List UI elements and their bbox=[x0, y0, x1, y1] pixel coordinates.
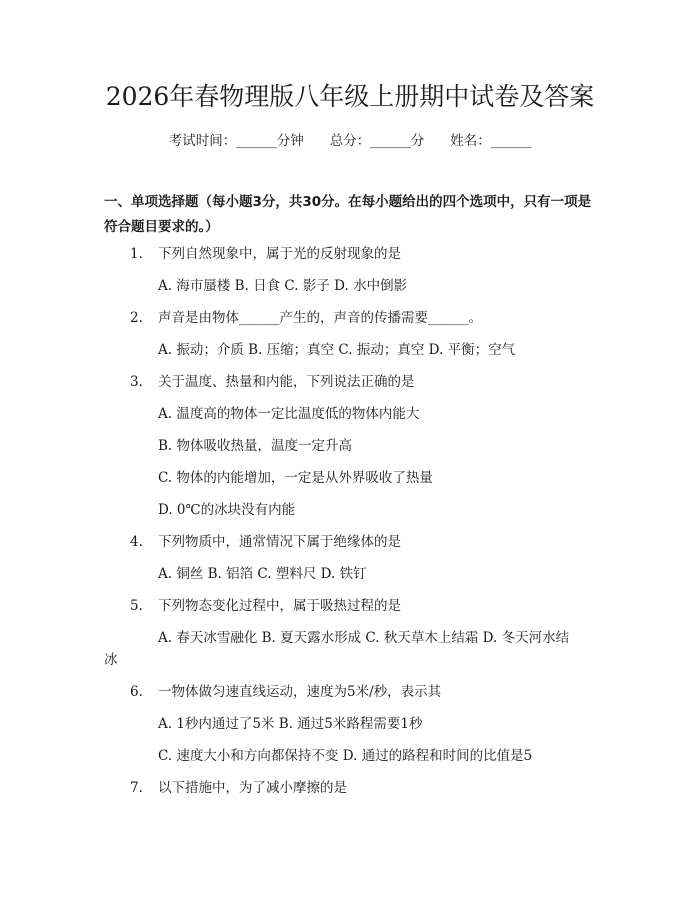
question-2-options: A. 振动；介质 B. 压缩；真空 C. 振动；真空 D. 平衡；空气 bbox=[158, 342, 516, 358]
exam-time-field: 考试时间：______分钟 bbox=[168, 133, 304, 149]
question-number: 6. bbox=[130, 684, 143, 700]
question-3-option-d: D. 0℃的冰块没有内能 bbox=[158, 502, 296, 518]
question-text: 声音是由物体______产生的，声音的传播需要______。 bbox=[158, 310, 482, 326]
question-number: 2. bbox=[130, 310, 143, 326]
question-text: 以下措施中，为了减小摩擦的是 bbox=[158, 780, 347, 796]
question-6-options-cd: C. 速度大小和方向都保持不变 D. 通过的路程和时间的比值是5 bbox=[158, 748, 533, 764]
question-number: 1. bbox=[130, 246, 143, 262]
question-1-options: A. 海市蜃楼 B. 日食 C. 影子 D. 水中倒影 bbox=[158, 278, 408, 294]
question-number: 5. bbox=[130, 598, 143, 614]
total-score-field: 总分：______分 bbox=[329, 133, 425, 149]
question-text: 下列物态变化过程中，属于吸热过程的是 bbox=[158, 598, 401, 614]
question-5-options-continued: 冰 bbox=[104, 652, 118, 668]
question-3-option-c: C. 物体的内能增加，一定是从外界吸收了热量 bbox=[158, 470, 433, 486]
question-text: 关于温度、热量和内能，下列说法正确的是 bbox=[158, 374, 415, 390]
section-heading: 一、单项选择题（每小题3分，共30分。在每小题给出的四个选项中，只有一项是符合题目要求的。） bbox=[104, 194, 592, 235]
question-number: 4. bbox=[130, 534, 143, 550]
question-number: 3. bbox=[130, 374, 143, 390]
question-6-options-ab: A. 1秒内通过了5米 B. 通过5米路程需要1秒 bbox=[158, 716, 423, 732]
question-3-option-a: A. 温度高的物体一定比温度低的物体内能大 bbox=[158, 406, 420, 422]
question-text: 下列自然现象中，属于光的反射现象的是 bbox=[158, 246, 401, 262]
question-4-options: A. 铜丝 B. 铝箔 C. 塑料尺 D. 铁钉 bbox=[158, 566, 367, 582]
question-text: 一物体做匀速直线运动，速度为5米/秒，表示其 bbox=[158, 684, 442, 700]
exam-meta bbox=[0, 131, 700, 151]
page-title: 2026年春物理版八年级上册期中试卷及答案 bbox=[105, 82, 595, 111]
question-text: 下列物质中，通常情况下属于绝缘体的是 bbox=[158, 534, 401, 550]
question-5-options: A. 春天冰雪融化 B. 夏天露水形成 C. 秋天草木上结霜 D. 冬天河水结 bbox=[158, 630, 570, 646]
question-number: 7. bbox=[130, 780, 143, 796]
question-3-option-b: B. 物体吸收热量，温度一定升高 bbox=[158, 438, 353, 454]
student-name-field: 姓名：______ bbox=[450, 133, 532, 149]
